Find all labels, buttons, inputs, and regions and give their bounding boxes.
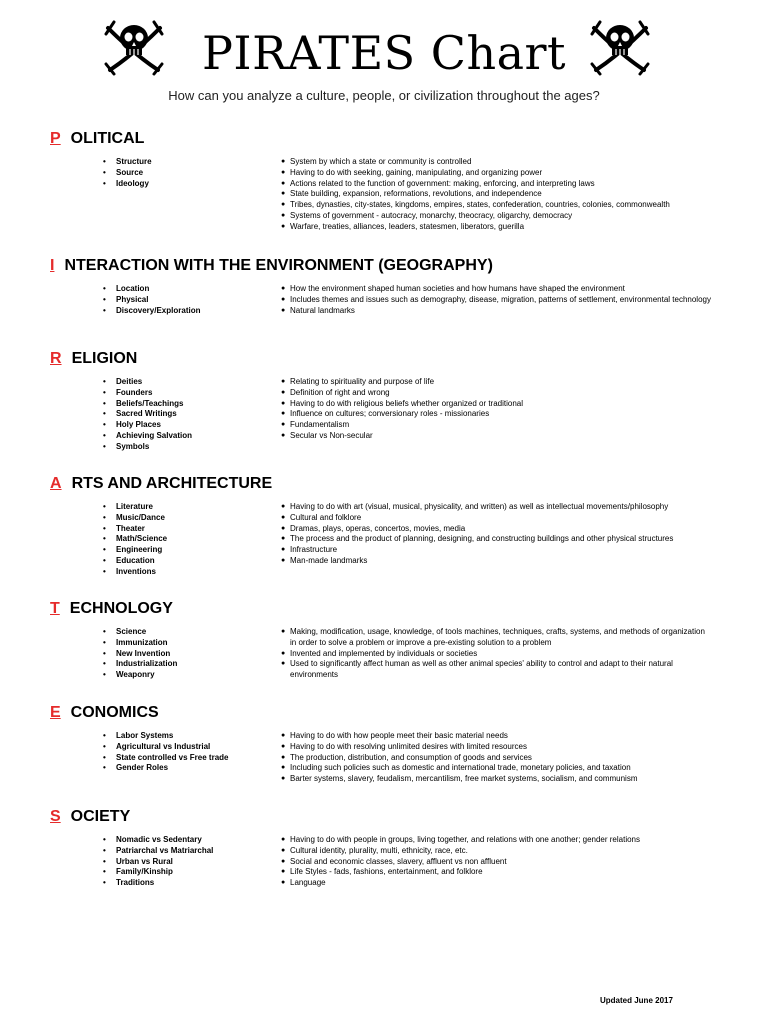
section-heading-letter: E bbox=[50, 704, 61, 721]
detail-item: ● The process and the product of planning, designing, and constructing buildings and other physical structures bbox=[281, 534, 711, 545]
section-heading-text: OLITICAL bbox=[70, 130, 145, 147]
section-heading-letter: T bbox=[50, 600, 60, 617]
term-item: • Education bbox=[103, 556, 273, 567]
term-item: • Founders bbox=[103, 388, 273, 399]
section-heading-text: NTERACTION WITH THE ENVIRONMENT (GEOGRAPHY) bbox=[64, 257, 493, 274]
page-title: PIRATES Chart bbox=[201, 26, 567, 80]
term-item: • State controlled vs Free trade bbox=[103, 753, 273, 764]
section-heading bbox=[50, 704, 159, 722]
detail-item: ● Making, modification, usage, knowledge, of tools machines, techniques, crafts, systems, and methods of organization in order to solve a problem or improve a pre-existing solution to a problem bbox=[281, 627, 711, 649]
term-item: • Engineering bbox=[103, 545, 273, 556]
detail-item: ● Cultural identity, plurality, multi, ethnicity, race, etc. bbox=[281, 846, 711, 857]
term-item: • Industrialization bbox=[103, 659, 273, 670]
detail-item: ● Relating to spirituality and purpose of life bbox=[281, 377, 711, 388]
section-heading-text: ELIGION bbox=[71, 350, 138, 367]
detail-item: ● Having to do with resolving unlimited desires with limited resources bbox=[281, 742, 711, 753]
term-item: • Gender Roles bbox=[103, 763, 273, 774]
term-item: • New Invention bbox=[103, 649, 273, 660]
term-item: • Sacred Writings bbox=[103, 409, 273, 420]
term-list bbox=[103, 731, 273, 774]
detail-item: ● Having to do with how people meet their basic material needs bbox=[281, 731, 711, 742]
term-item: • Nomadic vs Sedentary bbox=[103, 835, 273, 846]
detail-list bbox=[281, 502, 711, 567]
detail-item: ● Secular vs Non-secular bbox=[281, 431, 711, 442]
term-list bbox=[103, 157, 273, 189]
detail-item: ● Having to do with art (visual, musical, physicality, and written) as well as intellectual movements/philosophy bbox=[281, 502, 711, 513]
term-list bbox=[103, 627, 273, 681]
section-heading-text: ECHNOLOGY bbox=[69, 600, 173, 617]
section-heading bbox=[50, 475, 272, 493]
term-item: • Location bbox=[103, 284, 273, 295]
detail-item: ● Infrastructure bbox=[281, 545, 711, 556]
detail-item: ● Social and economic classes, slavery, affluent vs non affluent bbox=[281, 857, 711, 868]
term-item: • Ideology bbox=[103, 179, 273, 190]
detail-item: ● How the environment shaped human societies and how humans have shaped the environment bbox=[281, 284, 711, 295]
detail-item: ● Used to significantly affect human as well as other animal species' ability to control and adapt to their natural environments bbox=[281, 659, 711, 681]
detail-list bbox=[281, 284, 711, 316]
detail-item: ● Fundamentalism bbox=[281, 420, 711, 431]
detail-item: ● Actions related to the function of government: making, enforcing, and interpreting laws bbox=[281, 179, 711, 190]
detail-list bbox=[281, 627, 711, 681]
detail-item: ● Language bbox=[281, 878, 711, 889]
section-heading bbox=[50, 808, 130, 826]
term-item: • Discovery/Exploration bbox=[103, 306, 273, 317]
detail-item: ● Warfare, treaties, alliances, leaders, statesmen, liberators, guerilla bbox=[281, 222, 711, 233]
term-item: • Music/Dance bbox=[103, 513, 273, 524]
term-item: • Source bbox=[103, 168, 273, 179]
term-item: • Theater bbox=[103, 524, 273, 535]
detail-item: ● Having to do with seeking, gaining, manipulating, and organizing power bbox=[281, 168, 711, 179]
term-item: • Traditions bbox=[103, 878, 273, 889]
term-item: • Science bbox=[103, 627, 273, 638]
term-item: • Labor Systems bbox=[103, 731, 273, 742]
detail-list bbox=[281, 377, 711, 442]
term-item: • Physical bbox=[103, 295, 273, 306]
term-item: • Agricultural vs Industrial bbox=[103, 742, 273, 753]
section-heading-text: OCIETY bbox=[70, 808, 131, 825]
term-item: • Holy Places bbox=[103, 420, 273, 431]
section-heading-letter: I bbox=[50, 257, 55, 274]
detail-item: ● Natural landmarks bbox=[281, 306, 711, 317]
detail-item: ● Invented and implemented by individuals or societies bbox=[281, 649, 711, 660]
detail-item: ● Cultural and folklore bbox=[281, 513, 711, 524]
section-heading-letter: A bbox=[50, 475, 62, 492]
detail-item: ● The production, distribution, and consumption of goods and services bbox=[281, 753, 711, 764]
term-list bbox=[103, 502, 273, 578]
section-heading-letter: P bbox=[50, 130, 61, 147]
detail-list bbox=[281, 835, 711, 889]
section-heading-letter: S bbox=[50, 808, 61, 825]
detail-item: ● Barter systems, slavery, feudalism, mercantilism, free market systems, socialism, and communism bbox=[281, 774, 711, 785]
term-item: • Deities bbox=[103, 377, 273, 388]
detail-item: ● Tribes, dynasties, city-states, kingdoms, empires, states, confederation, countries, colonies, commonwealth bbox=[281, 200, 711, 211]
detail-list bbox=[281, 157, 711, 233]
detail-item: ● State building, expansion, reformations, revolutions, and independence bbox=[281, 189, 711, 200]
detail-item: ● Dramas, plays, operas, concertos, movies, media bbox=[281, 524, 711, 535]
section-heading bbox=[50, 257, 493, 275]
section-heading-letter: R bbox=[50, 350, 62, 367]
section-heading bbox=[50, 350, 137, 368]
detail-item: ● Systems of government - autocracy, monarchy, theocracy, oligarchy, democracy bbox=[281, 211, 711, 222]
term-item: • Literature bbox=[103, 502, 273, 513]
detail-item: ● Definition of right and wrong bbox=[281, 388, 711, 399]
term-item: • Weaponry bbox=[103, 670, 273, 681]
detail-item: ● Including such policies such as domestic and international trade, monetary policies, and taxation bbox=[281, 763, 711, 774]
page-subtitle: How can you analyze a culture, people, or civilization throughout the ages? bbox=[168, 88, 600, 103]
term-list bbox=[103, 284, 273, 316]
page-header bbox=[0, 0, 768, 110]
term-item: • Symbols bbox=[103, 442, 273, 453]
detail-list bbox=[281, 731, 711, 785]
detail-item: ● Having to do with people in groups, living together, and relations with one another; gender relations bbox=[281, 835, 711, 846]
term-item: • Math/Science bbox=[103, 534, 273, 545]
updated-date: Updated June 2017 bbox=[600, 996, 673, 1005]
section-heading-text: CONOMICS bbox=[70, 704, 159, 721]
term-list bbox=[103, 377, 273, 453]
detail-item: ● Influence on cultures; conversionary roles - missionaries bbox=[281, 409, 711, 420]
term-item: • Patriarchal vs Matriarchal bbox=[103, 846, 273, 857]
section-heading bbox=[50, 600, 173, 618]
detail-item: ● System by which a state or community is controlled bbox=[281, 157, 711, 168]
section-heading-text: RTS AND ARCHITECTURE bbox=[71, 475, 273, 492]
term-item: • Family/Kinship bbox=[103, 867, 273, 878]
term-item: • Achieving Salvation bbox=[103, 431, 273, 442]
detail-item: ● Having to do with religious beliefs whether organized or traditional bbox=[281, 399, 711, 410]
term-item: • Immunization bbox=[103, 638, 273, 649]
term-item: • Structure bbox=[103, 157, 273, 168]
section-heading bbox=[50, 130, 144, 148]
term-list bbox=[103, 835, 273, 889]
detail-item: ● Life Styles - fads, fashions, entertainment, and folklore bbox=[281, 867, 711, 878]
detail-item: ● Includes themes and issues such as demography, disease, migration, patterns of settlement, environmental technology bbox=[281, 295, 711, 306]
detail-item: ● Man-made landmarks bbox=[281, 556, 711, 567]
term-item: • Urban vs Rural bbox=[103, 857, 273, 868]
term-item: • Beliefs/Teachings bbox=[103, 399, 273, 410]
term-item: • Inventions bbox=[103, 567, 273, 578]
